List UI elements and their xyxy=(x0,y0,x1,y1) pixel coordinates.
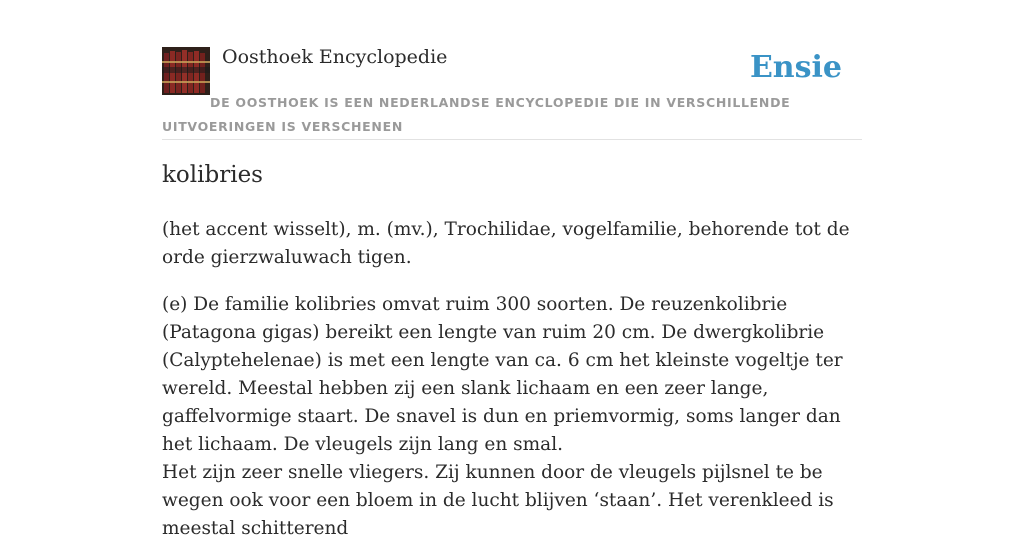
header-divider xyxy=(162,139,862,140)
entry-definition: (het accent wisselt), m. (mv.), Trochilidae, vogelfamilie, behorende tot de orde gierzwaluwach tigen. xyxy=(162,219,850,268)
entry-paragraph: (e) De familie kolibries omvat ruim 300 soorten. De reuzenkolibrie (Patagona gigas) bereikt een lengte van ruim 20 cm. De dwergkolibrie (Calyptehelenae) is met een lengte van ca. 6 cm het kleinste vogeltje ter wereld. Meestal hebben zij een slank lichaam en een zeer lange, gaffelvormige staart. De snavel is dun en priemvormig, soms langer dan het lichaam. De vleugels zijn lang en smal. xyxy=(162,294,843,455)
entry-paragraph: Het zijn zeer snelle vliegers. Zij kunnen door de vleugels pijlsnel te be wegen ook voor een bloem in de lucht blijven ‘staan’. Het verenkleed is meestal schitterend xyxy=(162,462,834,539)
site-tagline: DE OOSTHOEK IS EEN NEDERLANDSE ENCYCLOPEDIE DIE IN VERSCHILLENDE UITVOERINGEN IS VERSCHENEN xyxy=(162,95,791,134)
page xyxy=(162,0,862,539)
site-header xyxy=(162,0,862,140)
entry-title: kolibries xyxy=(162,162,263,188)
site-name[interactable]: Oosthoek Encyclopedie xyxy=(222,46,448,68)
brand-logo-link[interactable]: Ensie xyxy=(749,50,842,85)
encyclopedia-books-icon[interactable] xyxy=(162,47,210,95)
